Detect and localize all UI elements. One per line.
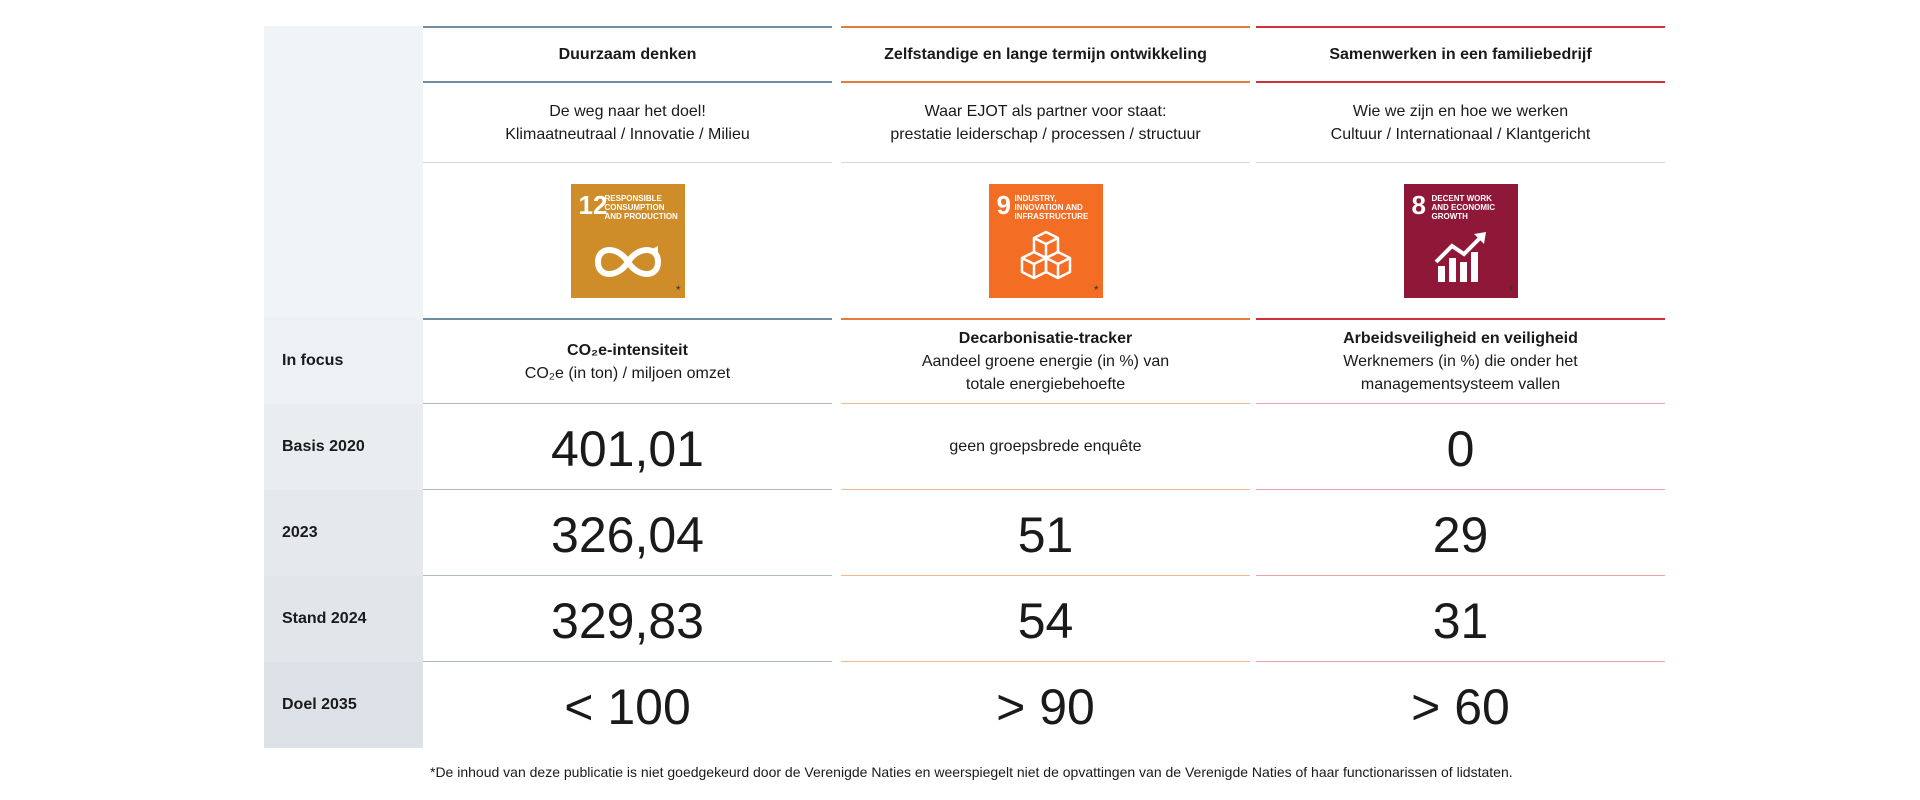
- row-label-goal: Doel 2035: [264, 662, 423, 748]
- subtitle-line-1: De weg naar het doel!: [549, 102, 706, 120]
- sdg-12-tile: [571, 184, 685, 298]
- sdg-disclaimer-mark: *: [1093, 282, 1099, 297]
- sdg-number: 9: [996, 189, 1011, 220]
- value-goal: > 60: [1411, 679, 1510, 735]
- sdg-title: INDUSTRY, INNOVATION AND INFRASTRUCTURE: [1014, 193, 1089, 221]
- column-title: Duurzaam denken: [423, 26, 832, 83]
- focus-line-1: CO₂e (in ton) / miljoen omzet: [524, 364, 731, 382]
- row-label-2023: 2023: [264, 490, 423, 576]
- value-2023: 326,04: [423, 490, 832, 576]
- value-stand: 329,83: [423, 576, 832, 662]
- row-label-focus: In focus: [264, 318, 423, 404]
- focus-title: Arbeidsveiligheid en veiligheid: [1343, 330, 1578, 347]
- subtitle-line-2: prestatie leiderschap / processen / structuur: [890, 125, 1201, 143]
- row-label-stand: Stand 2024: [264, 576, 423, 662]
- value-goal: < 100: [564, 679, 691, 735]
- value-goal: > 90: [996, 679, 1095, 735]
- column-title: Samenwerken in een familiebedrijf: [1256, 26, 1665, 83]
- focus-title: Decarbonisatie-tracker: [958, 330, 1133, 347]
- cubes-icon: [1016, 228, 1076, 288]
- value-basis: geen groepsbrede enquête: [841, 404, 1250, 490]
- focus-line-1: Werknemers (in %) die onder het: [1343, 353, 1578, 370]
- sdg-number: 8: [1411, 189, 1426, 220]
- value-stand: 54: [841, 576, 1250, 662]
- column-subtitle: [1256, 83, 1665, 163]
- subtitle-line-2: Cultuur / Internationaal / Klantgericht: [1330, 125, 1591, 143]
- sdg-disclaimer-mark: *: [1508, 282, 1514, 297]
- sdg-disclaimer-mark: *: [675, 282, 681, 297]
- column-subtitle: [423, 83, 832, 163]
- focus-cell: [1256, 318, 1665, 404]
- focus-line-1: Aandeel groene energie (in %) van: [921, 353, 1170, 370]
- sdg-title: RESPONSIBLE CONSUMPTION AND PRODUCTION: [604, 193, 678, 221]
- subtitle-line-1: Wie we zijn en hoe we werken: [1352, 102, 1569, 120]
- subtitle-line-1: Waar EJOT als partner voor staat:: [924, 102, 1167, 120]
- focus-line-2: totale energiebehoefte: [965, 376, 1126, 393]
- column-title: Zelfstandige en lange termijn ontwikkeling: [841, 26, 1250, 83]
- sdg-9-tile: [989, 184, 1103, 298]
- infinity-icon: [588, 240, 668, 284]
- sdg-icon-cell: [423, 163, 832, 318]
- sdg-title: DECENT WORK AND ECONOMIC GROWTH: [1431, 193, 1496, 221]
- sdg-icon-cell: [841, 163, 1250, 318]
- focus-line-2: managementsysteem vallen: [1360, 376, 1561, 393]
- subtitle-line-2: Klimaatneutraal / Innovatie / Milieu: [505, 125, 750, 143]
- value-basis: 401,01: [423, 404, 832, 490]
- sdg-8-tile: [1404, 184, 1518, 298]
- column-subtitle: [841, 83, 1250, 163]
- focus-cell: [841, 318, 1250, 404]
- label-header-blank: [264, 26, 423, 318]
- value-basis: 0: [1256, 404, 1665, 490]
- row-label-basis: Basis 2020: [264, 404, 423, 490]
- value-2023: 29: [1256, 490, 1665, 576]
- focus-title: CO₂e-intensiteit: [567, 341, 688, 359]
- sdg-icon-cell: [1256, 163, 1665, 318]
- footnote: *De inhoud van deze publicatie is niet goedgekeurd door de Verenigde Naties en weerspiegelt niet de opvattingen van de Verenigde Naties of haar functionarissen of lidstaten.: [430, 764, 1513, 780]
- growth-chart-icon: [1432, 230, 1492, 284]
- value-2023: 51: [841, 490, 1250, 576]
- focus-cell: [423, 318, 832, 404]
- value-stand: 31: [1256, 576, 1665, 662]
- sdg-number: 12: [578, 189, 608, 220]
